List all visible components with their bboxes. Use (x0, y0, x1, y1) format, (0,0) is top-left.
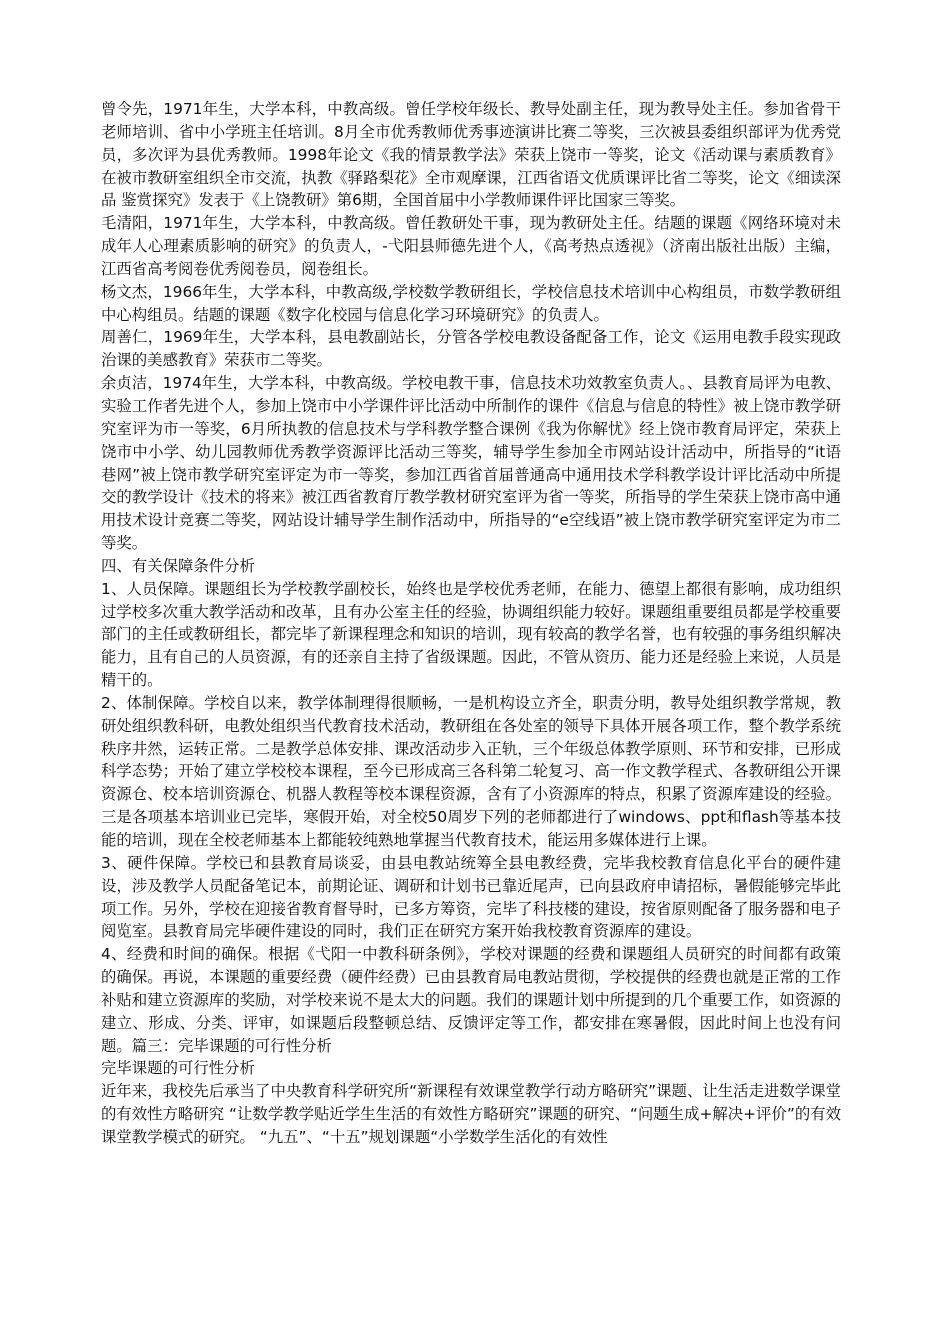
bio-yang-wenjie: 杨文杰，1966年生，大学本科，中教高级,学校数学教研组长，学校信息技术培训中心构组员，市数学教研组中心构组员。结题的课题《数字化校园与信息化学习环境研究》的负责人。 (101, 282, 841, 324)
bio-yu-zhenjie: 余贞洁，1974年生，大学本科，中教高级。学校电教干事，信息技术功效教室负责人。、县教育局评为电教、实验工作者先进个人，参加上饶市中小学课件评比活动中所制作的课件《信息与信息的特性》被上饶市教学研究室评为市一等奖，6月所执教的信息技术与学科教学整合课例《我为你解忧》经上饶市教育局评定，荣获上饶市中小学、幼儿园教师优秀教学资源评比活动三等奖，辅导学生参加全市网站设计活动中，所指导的“it语巷网”被上饶市教学研究室评定为市一等奖，参加江西省首届普通高中通用技术学科教学设计评比活动中所提交的教学设计《技术的将来》被江西省教育厅教学教材研究室评为省一等奖，所指导的学生荣获上饶市高中通用技术设计竞赛二等奖，网站设计辅导学生制作活动中，所指导的“e空线语”被上饶市教学研究室评定为市二等奖。 (101, 374, 841, 553)
bio-zhou-shanren: 周善仁，1969年生，大学本科，县电教副站长，分管各学校电教设备配备工作，论文《运用电教手段实现政治课的美感教育》荣获市二等奖。 (101, 328, 841, 370)
section-heading-feasibility: 完毕课题的可行性分析 (101, 1059, 255, 1078)
condition-hardware: 3、硬件保障。学校已和县教育局谈妥，由县电教站统筹全县电教经费，完毕我校教育信息化平台的硬件建设，涉及教学人员配备笔记本，前期论证、调研和计划书已靠近尾声，已向县政府申请招标，暑假能够完毕此项工作。另外，学校在迎接省教育督导时，已多方筹资，完毕了科技楼的建设，按省原则配备了服务器和电子阅览室。县教育局完毕硬件建设的同时，我们正在研究方案开始我校教育资源库的建设。 (101, 853, 841, 941)
section-heading-conditions: 四、有关保障条件分析 (101, 556, 255, 575)
document-body (101, 98, 841, 1149)
bio-zeng-lingxian: 曾令先，1971年生，大学本科，中教高级。曾任学校年级长、教导处副主任，现为教导处主任。参加省骨干老师培训、省中小学班主任培训。8月全市优秀教师优秀事迹演讲比赛二等奖，三次被县委组织部评为优秀党员，多次评为县优秀教师。1998年论文《我的情景教学法》荣获上饶市一等奖，论文《活动课与素质教育》在被市教研室组织全市交流，执教《驿路梨花》全市观摩课，江西省语文优质课评比省二等奖，论文《细读深品 鉴赏探究》发表于《上饶教研》第6期，全国首届中小学教师课件评比国家三等奖。 (101, 100, 841, 210)
condition-system: 2、体制保障。学校自以来，教学体制理得很顺畅，一是机构设立齐全，职责分明，教导处组织教学常规，教研处组织教科研，电教处组织当代教育技术活动，教研组在各处室的领导下具体开展各项工作，整个教学系统秩序井然，运转正常。二是教学总体安排、课改活动步入正轨，三个年级总体教学原则、环节和安排，已形成科学态势；开始了建立学校校本课程，至今已形成高三各科第二轮复习、高一作文教学程式、各教研组公开课资源仓、校本培训资源仓、机器人教程等校本课程资源，含有了小资源库的特点，积累了资源库建设的经验。三是各项基本培训业已完毕，寒假开始，对全校50周岁下列的老师都进行了windows、ppt和flash等基本技能的培训，现在全校老师基本上都能较纯熟地掌握当代教育技术，能运用多媒体进行上课。 (101, 693, 841, 849)
bio-mao-qingyang: 毛清阳，1971年生，大学本科，中教高级。曾任教研处干事，现为教研处主任。结题的课题《网络环境对未成年人心理素质影响的研究》的负责人，-弋阳县师德先进个人，《高考热点透视》（济南出版社出版）主编，江西省高考阅卷优秀阅卷员，阅卷组长。 (101, 214, 841, 278)
condition-personnel: 1、人员保障。课题组长为学校教学副校长，始终也是学校优秀老师，在能力、德望上都很有影响，成功组织过学校多次重大教学活动和改革，且有办公室主任的经验，协调组织能力较好。课题组重要组员都是学校重要部门的主任或教研组长，都完毕了新课程理念和知识的培训，现有较高的教学名誉，也有较强的事务组织解决能力，且有自己的人员资源，有的还亲自主持了省级课题。因此，不管从资历、能力还是经验上来说，人员是精干的。 (101, 579, 841, 690)
feasibility-intro: 近年来，我校先后承当了中央教育科学研究所“新课程有效课堂教学行动方略研究”课题、让生活走进数学课堂的有效性方略研究 “让数学教学贴近学生生活的有效性方略研究”课题的研究、“问题生成+解决+评价”的有效课堂教学模式的研究。 “九五”、“十五”规划课题“小学数学生活化的有效性 (101, 1082, 841, 1146)
condition-funding-time: 4、经费和时间的确保。根据《弋阳一中教科研条例》，学校对课题的经费和课题组人员研究的时间都有政策的确保。再说，本课题的重要经费（硬件经费）已由县教育局电教站贯彻，学校提供的经费也就是正常的工作补贴和建立资源库的奖励，对学校来说不是太大的问题。我们的课题计划中所提到的几个重要工作，如资源的建立、形成、分类、评审，如课题后段整顿总结、反馈评定等工作，都安排在寒暑假，因此时间上也没有问题。篇三：完毕课题的可行性分析 (101, 945, 841, 1055)
